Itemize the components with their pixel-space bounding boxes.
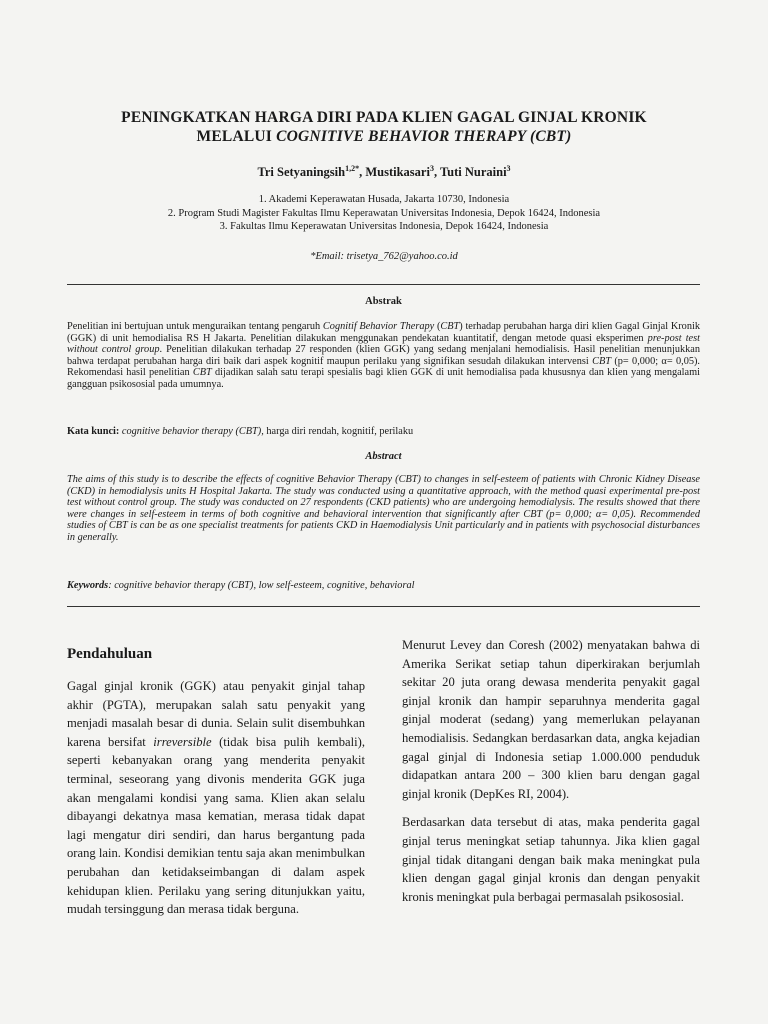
abstrak-italic-5: CBT	[192, 367, 212, 379]
abstrak-text-5: (p= 0,000; α= 0,05). Rekomendasi hasil penelitian	[67, 355, 700, 379]
keywords	[67, 580, 700, 591]
abstrak-text-6: dijadikan salah satu terapi spesialis bagi klien GGK di unit hemodialisa pada khususnya dan klien yang mengalami gangguan psikososial pada umumnya.	[67, 367, 700, 390]
section-heading-pendahuluan: Pendahuluan	[67, 646, 153, 662]
affiliation-3: 3. Fakultas Ilmu Keperawatan Universitas Indonesia, Depok 16424, Indonesia	[219, 221, 549, 232]
affiliations	[60, 193, 708, 234]
intro-paragraph-3: Berdasarkan data tersebut di atas, maka penderita gagal ginjal terus meningkat setiap tahunnya. Jika klien gagal ginjal tidak ditangani dengan baik maka meningkat pula klien dengan gagal ginjal kronis dan dengan penyakit kronis meningkat pula berbagai permasalah psikososial.	[402, 815, 700, 904]
author-2: , Mustikasari	[359, 165, 430, 180]
author-list	[60, 164, 708, 180]
kata-kunci	[67, 426, 700, 437]
keywords-rest: : cognitive behavior therapy (CBT), low self-esteem, cognitive, behavioral	[108, 580, 415, 591]
affiliation-1: 1. Akademi Keperawatan Husada, Jakarta 10730, Indonesia	[258, 194, 510, 205]
keywords-label: Keywords	[67, 580, 109, 591]
title-italic: COGNITIVE BEHAVIOR THERAPY (CBT)	[276, 128, 572, 145]
abstrak-text-3: ) terhadap perubahan harga diri klien Gagal Ginjal Kronik (GGK) di unit hemodialisa RS H Jakarta. Penelitian dilakukan menggunakan pendekatan kuantitatif, dengan metode quasi eksperimen	[67, 321, 700, 344]
abstrak-italic-1: Cognitif Behavior Therapy	[322, 321, 435, 332]
corresponding-email: *Email: trisetya_762@yahoo.co.id	[310, 251, 458, 262]
abstract-body: The aims of this study is to describe the effects of cognitive Behavior Therapy (CBT) to changes in self-esteem of patients with Chronic Kidney Disease (CKD) in hemodialysis units H Hospital Jakarta. The study was conducted using a quantitative approach, with the method quasi experimental pre-post test without control group. The study was conducted on 27 respondents (CKD patients) who are undergoing hemodialysis. The results showed that there were changes in self-esteem in terms of both cognitive and behavioral intervention that significantly after CBT (p= 0,000; α= 0,05). Recommended studies of CBT is can be as one specialist treatments for patients CKD in Haemodialysis Unit particularly and in patients with psychosocial disturbances in generally.	[67, 474, 700, 543]
top-divider	[67, 284, 700, 285]
title-prefix: MELALUI	[196, 128, 277, 145]
abstrak-italic-2: CBT	[440, 321, 460, 332]
bottom-divider	[67, 606, 700, 607]
abstrak-text-1: Penelitian ini bertujuan untuk menguraikan tentang pengaruh	[67, 321, 323, 332]
kata-kunci-label: Kata kunci:	[67, 426, 120, 437]
abstrak-text-4: . Penelitian dilakukan terhadap 27 responden (klien GGK) yang sedang menjalani hemodialisis. Hasil penelitian menunjukkan bahwa terdapat perubahan harga diri baik dari aspek kognitif maupun perilaku yang signifikan sesudah dilakukan intervensi	[67, 344, 701, 367]
author-3-sup: 3	[506, 164, 511, 173]
intro-text-a: Gagal ginjal kronik (GGK) atau penyakit ginjal tahap akhir (PGTA), merupakan salah satu penyakit yang menjadi masalah besar di dunia. Selain sulit disembuhkan karena bersifat	[67, 679, 365, 749]
abstrak-italic-4: CBT	[592, 355, 611, 367]
author-2-sup: 3	[429, 164, 434, 173]
abstract-heading: Abstract	[365, 451, 402, 462]
abstrak-italic-3: pre-post test without control group	[67, 332, 700, 356]
kata-kunci-rest: harga diri rendah, kognitif, perilaku	[263, 426, 414, 437]
abstrak-text-2: (	[434, 321, 441, 332]
author-3: , Tuti Nuraini	[433, 165, 507, 180]
intro-text-b: (tidak bisa pulih kembali), seperti kebanyakan orang yang menderita penyakit terminal, seseorang yang divonis menderita GGK juga akan mengalami kondisi yang sama. Klien akan selalu dibayangi dekatnya masa kematian, merasa tidak dapat lagi mengatur diri sendiri, dan harus bergantung pada orang lain. Kondisi demikian tentu saja akan menimbulkan perubahan dan ketidakseimbangan di dalam aspek kehidupan klien. Perilaku yang sering ditunjukkan yaitu, mudah tersinggung dan merasa tidak berguna.	[67, 734, 365, 917]
abstrak-body	[67, 321, 700, 391]
kata-kunci-italic: cognitive behavior therapy (CBT),	[119, 426, 264, 437]
paper-title	[60, 108, 708, 146]
title-line-2	[60, 127, 708, 146]
affiliation-2: 2. Program Studi Magister Fakultas Ilmu Keperawatan Universitas Indonesia, Depok 16424, Indonesia	[167, 207, 601, 219]
intro-paragraph-1	[67, 677, 365, 919]
title-line-1: PENINGKATKAN HARGA DIRI PADA KLIEN GAGAL GINJAL KRONIK	[121, 109, 647, 126]
abstrak-heading: Abstrak	[365, 296, 402, 307]
intro-paragraph-2: Menurut Levey dan Coresh (2002) menyatakan bahwa di Amerika Serikat setiap tahun diperkirakan berjumlah sekitar 20 juta orang dewasa menderita penyakit gagal ginjal kronik dan hampir separuhnya menderita gagal ginjal moderat (sedang) yang memerlukan pelayanan hemodialisis. Sedangkan berdasarkan data, angka kejadian gagal ginjal di Indonesia setiap 1.000.000 penduduk didapatkan antara 200 – 300 klien baru dengan gagal ginjal kronik (DepKes RI, 2004).	[402, 638, 700, 801]
author-1: Tri Setyaningsih	[257, 165, 346, 180]
intro-italic: irreversible	[153, 734, 212, 749]
author-1-sup: 1,2*	[345, 164, 360, 173]
right-column	[402, 636, 700, 906]
left-column	[67, 677, 365, 919]
